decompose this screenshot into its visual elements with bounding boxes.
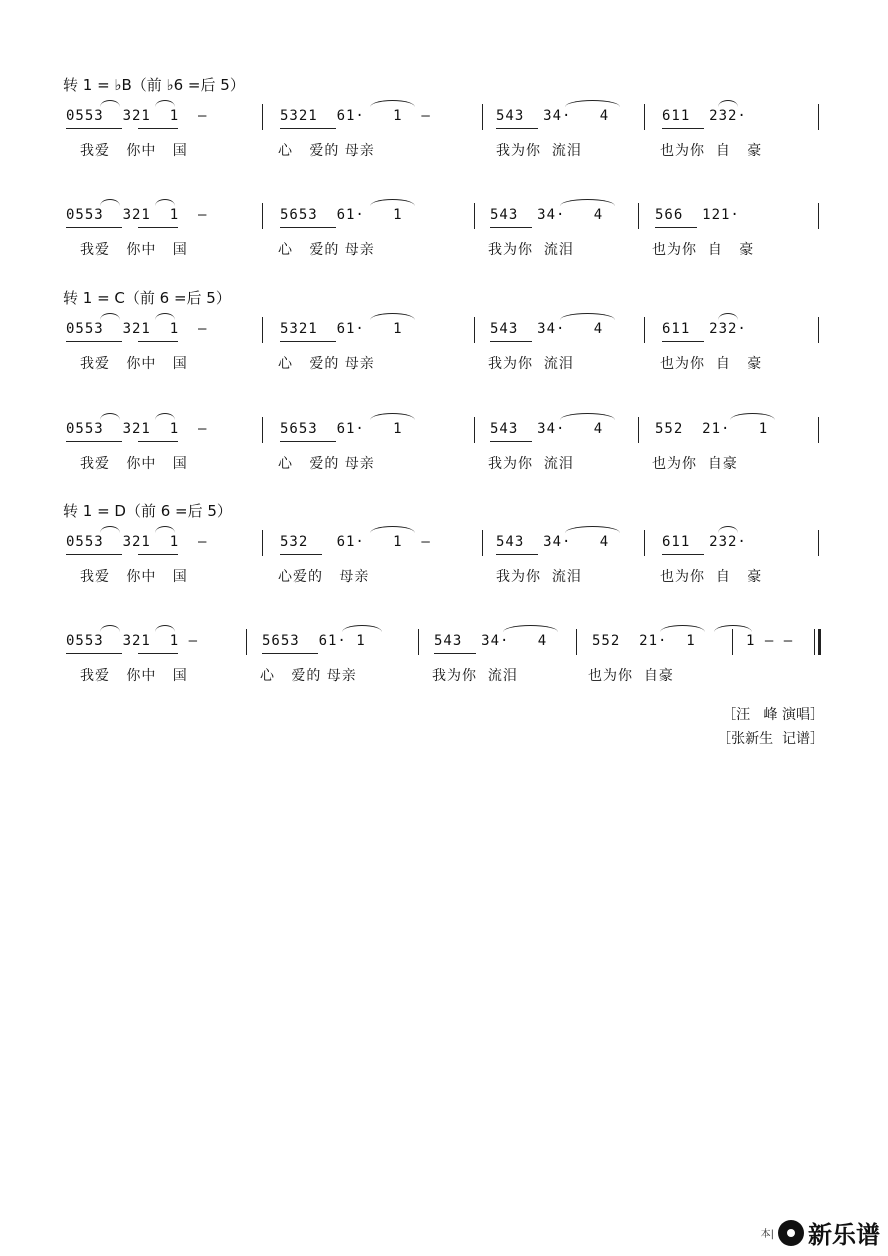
underline	[496, 554, 538, 555]
tie	[560, 199, 615, 206]
barline	[262, 530, 263, 556]
transcriber-credit: ［张新生 记谱］	[717, 731, 824, 747]
lyric-line: 我爱 你中 国	[80, 356, 188, 372]
measure: 543 34· 4	[490, 421, 604, 437]
slur	[155, 313, 175, 320]
final-barline-thick	[818, 629, 821, 655]
underline	[490, 227, 532, 228]
underline	[490, 341, 532, 342]
underline	[280, 128, 336, 129]
measure: 0553 321 1 –	[66, 633, 199, 649]
slur	[155, 413, 175, 420]
barline	[418, 629, 419, 655]
barline	[638, 417, 639, 443]
measure: 5653 61· 1	[262, 633, 366, 649]
tie	[660, 625, 705, 632]
barline	[474, 317, 475, 343]
lyric-line: 我爱 你中 国	[80, 143, 188, 159]
lyric-line: 心爱的 母亲	[278, 569, 370, 585]
underline	[280, 227, 336, 228]
slur	[100, 199, 120, 206]
watermark-brand: 新乐谱	[808, 1221, 880, 1249]
underline	[262, 653, 318, 654]
watermark-logo	[761, 1215, 880, 1250]
underline	[280, 554, 322, 555]
underline	[138, 441, 178, 442]
lyric-line: 我为你 流泪	[432, 668, 518, 684]
tie	[565, 100, 620, 107]
barline	[644, 104, 645, 130]
measure: 566 121·	[655, 207, 740, 223]
lyric-line: 我爱 你中 国	[80, 242, 188, 258]
lyric-line: 心 爱的 母亲	[278, 356, 375, 372]
underline	[138, 341, 178, 342]
measure: 5321 61· 1	[280, 321, 403, 337]
underline	[66, 653, 122, 654]
measure: 0553 321 1 –	[66, 108, 208, 124]
lyric-line: 也为你 自豪	[588, 668, 674, 684]
score-system	[0, 207, 888, 287]
barline	[482, 530, 483, 556]
barline	[818, 317, 819, 343]
measure: 611 232·	[662, 534, 747, 550]
lyric-line: 我为你 流泪	[488, 242, 574, 258]
underline	[138, 227, 178, 228]
slur	[718, 526, 738, 533]
measure: 5653 61· 1	[280, 421, 403, 437]
score-system	[0, 321, 888, 401]
slur	[155, 199, 175, 206]
underline	[662, 341, 704, 342]
barline	[818, 203, 819, 229]
score-system	[0, 421, 888, 501]
slur	[100, 526, 120, 533]
measure: 0553 321 1 –	[66, 321, 208, 337]
barline	[644, 530, 645, 556]
slur	[100, 625, 120, 632]
barline	[262, 417, 263, 443]
score-system	[0, 108, 888, 188]
barline	[482, 104, 483, 130]
barline	[262, 317, 263, 343]
measure: 543 34· 4	[496, 534, 610, 550]
lyric-line: 我为你 流泪	[496, 143, 582, 159]
tie	[342, 625, 382, 632]
tie	[370, 100, 415, 107]
barline	[818, 530, 819, 556]
measure: 552 21· 1	[655, 421, 769, 437]
lyric-line: 心 爱的 母亲	[260, 668, 357, 684]
lyric-line: 也为你 自 豪	[660, 356, 763, 372]
underline	[496, 128, 538, 129]
underline	[138, 128, 178, 129]
slur	[155, 625, 175, 632]
underline	[280, 441, 336, 442]
slur	[718, 100, 738, 107]
lyric-line: 我为你 流泪	[488, 456, 574, 472]
key-signature-label: 转 1 = C（前 6 =后 5）	[63, 289, 231, 307]
watermark-small-text: 本|	[760, 1229, 774, 1240]
key-signature-label: 转 1 = D（前 6 =后 5）	[63, 502, 232, 520]
score-system	[0, 534, 888, 614]
key-signature-label: 转 1 = ♭B（前 ♭6 =后 5）	[63, 76, 245, 94]
singer-credit: ［汪 峰 演唱］	[722, 707, 824, 723]
lyric-line: 心 爱的 母亲	[278, 143, 375, 159]
lyric-line: 也为你 自 豪	[660, 143, 763, 159]
measure: 0553 321 1 –	[66, 421, 208, 437]
tie	[503, 625, 558, 632]
measure: 5653 61· 1	[280, 207, 403, 223]
measure: 532 61· 1 –	[280, 534, 431, 550]
underline	[66, 341, 122, 342]
tie	[714, 625, 752, 632]
measure: 5321 61· 1 –	[280, 108, 431, 124]
tie	[370, 526, 415, 533]
tie	[370, 413, 415, 420]
measure: 543 34· 4	[434, 633, 548, 649]
lyric-line: 我为你 流泪	[496, 569, 582, 585]
barline	[474, 417, 475, 443]
measure: 1 – –	[746, 633, 794, 649]
slur	[718, 313, 738, 320]
underline	[66, 441, 122, 442]
tie	[560, 413, 615, 420]
measure: 611 232·	[662, 108, 747, 124]
underline	[434, 653, 476, 654]
barline	[246, 629, 247, 655]
underline	[66, 128, 122, 129]
lyric-line: 我爱 你中 国	[80, 668, 188, 684]
underline	[490, 441, 532, 442]
barline	[262, 104, 263, 130]
measure: 543 34· 4	[496, 108, 610, 124]
barline	[644, 317, 645, 343]
score-system-final	[0, 633, 888, 713]
lyric-line: 心 爱的 母亲	[278, 242, 375, 258]
slur	[100, 313, 120, 320]
tie	[730, 413, 775, 420]
lyric-line: 我为你 流泪	[488, 356, 574, 372]
tie	[370, 199, 415, 206]
tie	[565, 526, 620, 533]
tie	[560, 313, 615, 320]
barline	[638, 203, 639, 229]
measure: 552 21· 1	[592, 633, 696, 649]
underline	[138, 554, 178, 555]
barline	[732, 629, 733, 655]
slur	[100, 413, 120, 420]
tie	[370, 313, 415, 320]
lyric-line: 我爱 你中 国	[80, 456, 188, 472]
underline	[662, 554, 704, 555]
underline	[662, 128, 704, 129]
lyric-line: 也为你 自 豪	[660, 569, 763, 585]
slur	[100, 100, 120, 107]
measure: 611 232·	[662, 321, 747, 337]
barline	[818, 104, 819, 130]
measure: 0553 321 1 –	[66, 534, 208, 550]
slur	[155, 100, 175, 107]
measure: 543 34· 4	[490, 321, 604, 337]
underline	[655, 227, 697, 228]
barline	[818, 417, 819, 443]
barline	[474, 203, 475, 229]
measure: 543 34· 4	[490, 207, 604, 223]
lyric-line: 我爱 你中 国	[80, 569, 188, 585]
lyric-line: 也为你 自 豪	[652, 242, 755, 258]
final-barline-thin	[814, 629, 815, 655]
underline	[138, 653, 178, 654]
underline	[280, 341, 336, 342]
barline	[262, 203, 263, 229]
underline	[66, 554, 122, 555]
barline	[576, 629, 577, 655]
underline	[66, 227, 122, 228]
measure: 0553 321 1 –	[66, 207, 208, 223]
record-disc-icon	[778, 1220, 804, 1246]
lyric-line: 也为你 自豪	[652, 456, 738, 472]
lyric-line: 心 爱的 母亲	[278, 456, 375, 472]
slur	[155, 526, 175, 533]
